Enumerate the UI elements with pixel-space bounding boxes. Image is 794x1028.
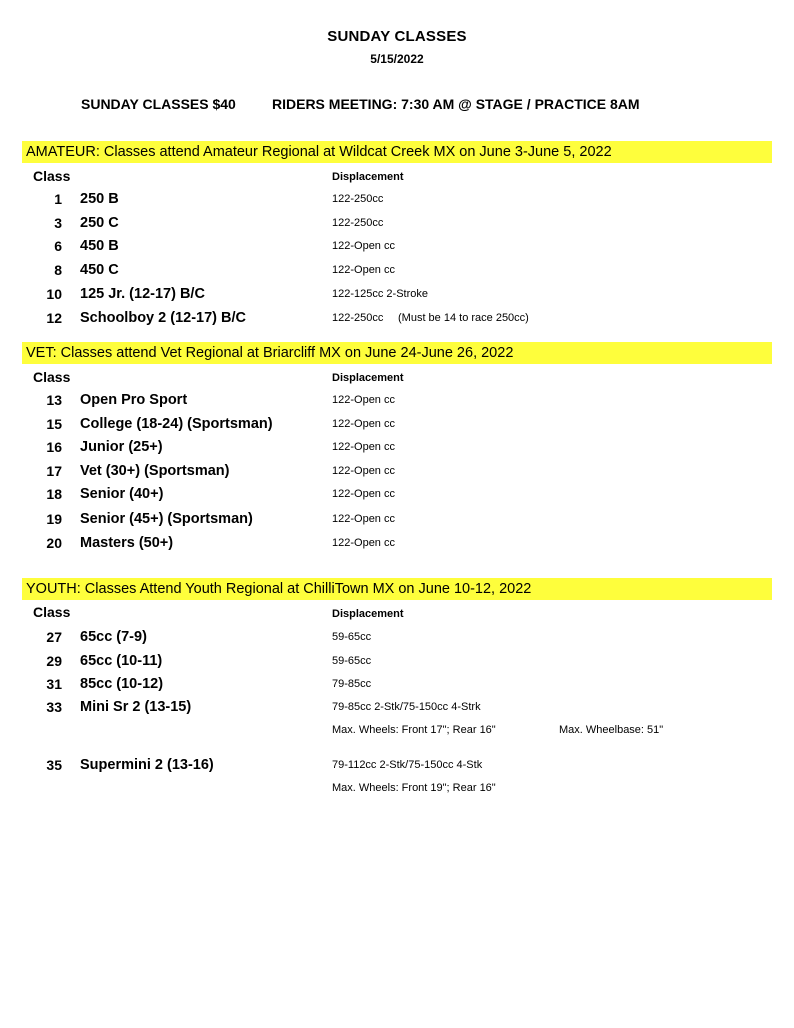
class-number: 31 [46,676,62,692]
class-price: SUNDAY CLASSES $40 [81,96,236,112]
class-name: 250 B [80,191,119,207]
class-number: 3 [54,215,62,231]
event-date: 5/15/2022 [370,52,424,66]
class-displacement: 122-250cc [332,217,384,229]
table-row [0,283,794,305]
class-number: 19 [46,511,62,527]
vet-banner: VET: Classes attend Vet Regional at Briarcliff MX on June 24-June 26, 2022 [22,342,772,364]
class-name: Schoolboy 2 (12-17) B/C [80,310,246,326]
class-number: 18 [46,486,62,502]
table-row [0,532,794,554]
table-row [0,259,794,281]
table-row [0,235,794,257]
class-number: 10 [46,286,62,302]
vet-displacement-header: Displacement [332,372,404,384]
page-title: SUNDAY CLASSES [327,28,467,45]
class-name: Masters (50+) [80,535,174,551]
class-number: 20 [46,535,62,551]
youth-displacement-header: Displacement [332,608,404,620]
class-displacement: 122-Open cc [332,513,395,525]
table-row [0,413,794,435]
class-number: 15 [46,416,62,432]
class-number: 35 [46,757,62,773]
supermini-wheels-limit: Max. Wheels: Front 19"; Rear 16" [332,782,496,794]
class-number: 33 [46,699,62,715]
class-number: 29 [46,653,62,669]
class-name: Vet (30+) (Sportsman) [80,463,230,479]
amateur-banner: AMATEUR: Classes attend Amateur Regional at Wildcat Creek MX on June 3-June 5, 2022 [22,141,772,163]
class-name: 65cc (7-9) [80,629,147,645]
class-displacement: 122-Open cc [332,537,395,549]
class-name: 250 C [80,215,119,231]
class-displacement: 122-125cc 2-Stroke [332,288,428,300]
class-displacement: 79-85cc [332,678,372,690]
class-displacement: 122-250cc [332,312,384,324]
table-row [0,626,794,648]
class-name: Senior (40+) [80,486,164,502]
class-displacement: 122-Open cc [332,394,395,406]
class-displacement: 122-250cc [332,193,384,205]
class-name: 450 C [80,262,119,278]
mini-sr-wheelbase-limit: Max. Wheelbase: 51" [559,724,664,736]
table-row [0,508,794,530]
table-row [0,696,794,718]
class-name: 450 B [80,238,119,254]
class-displacement: 79-112cc 2-Stk/75-150cc 4-Stk [332,759,483,771]
riders-meeting: RIDERS MEETING: 7:30 AM @ STAGE / PRACTICE 8AM [272,96,640,112]
class-displacement: 122-Open cc [332,488,395,500]
class-name: College (18-24) (Sportsman) [80,416,273,432]
table-row [0,650,794,672]
vet-class-header: Class [33,369,71,385]
class-displacement: 122-Open cc [332,465,395,477]
class-name: Junior (25+) [80,439,163,455]
table-row [0,460,794,482]
table-row [0,754,794,776]
class-displacement: 122-Open cc [332,441,395,453]
class-displacement: 122-Open cc [332,264,395,276]
amateur-class-header: Class [33,168,71,184]
class-name: Open Pro Sport [80,392,188,408]
table-row [0,436,794,458]
class-name: Senior (45+) (Sportsman) [80,511,253,527]
class-number: 16 [46,439,62,455]
table-row [0,389,794,411]
mini-sr-wheels-limit: Max. Wheels: Front 17"; Rear 16" [332,724,496,736]
class-displacement: 122-Open cc [332,418,395,430]
class-note: (Must be 14 to race 250cc) [398,312,529,324]
class-name: Supermini 2 (13-16) [80,757,214,773]
class-name: 85cc (10-12) [80,676,164,692]
class-number: 1 [54,191,62,207]
class-number: 17 [46,463,62,479]
class-name: Mini Sr 2 (13-15) [80,699,192,715]
amateur-displacement-header: Displacement [332,171,404,183]
table-row [0,212,794,234]
class-name: 125 Jr. (12-17) B/C [80,286,205,302]
class-number: 27 [46,629,62,645]
table-row [0,307,794,329]
table-row [0,483,794,505]
class-number: 8 [54,262,62,278]
class-number: 13 [46,392,62,408]
table-row [0,673,794,695]
youth-banner: YOUTH: Classes Attend Youth Regional at ChilliTown MX on June 10-12, 2022 [22,578,772,600]
class-number: 12 [46,310,62,326]
class-displacement: 59-65cc [332,631,372,643]
class-name: 65cc (10-11) [80,653,163,669]
table-row [0,188,794,210]
class-number: 6 [54,238,62,254]
class-displacement: 122-Open cc [332,240,395,252]
youth-class-header: Class [33,604,71,620]
class-displacement: 59-65cc [332,655,372,667]
class-displacement: 79-85cc 2-Stk/75-150cc 4-Strk [332,701,481,713]
